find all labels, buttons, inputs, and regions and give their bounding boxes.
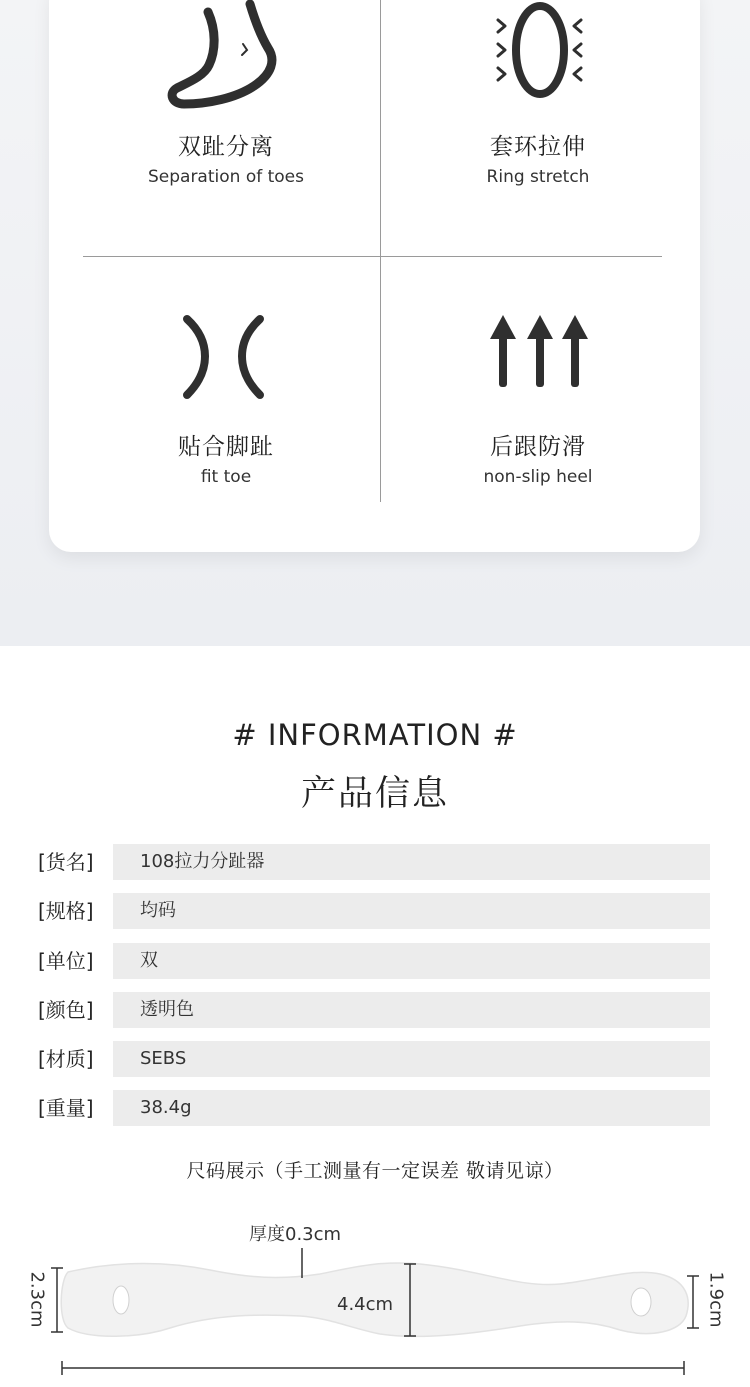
spec-row-color [38, 992, 710, 1028]
spec-value-box [113, 1041, 710, 1077]
spec-value: 透明色 [140, 999, 194, 1020]
spec-value-box [113, 992, 710, 1028]
feature-title-en: Ring stretch [486, 167, 590, 187]
feature-title-cn: 套环拉伸 [490, 134, 586, 160]
spec-value: 108拉力分趾器 [140, 851, 265, 872]
middle-width-label: 4.4cm [337, 1294, 394, 1315]
spec-label: [材质] [38, 1047, 94, 1071]
feature-title-cn: 后跟防滑 [490, 434, 586, 460]
vertical-divider [380, 0, 381, 502]
spec-row-unit [38, 943, 710, 979]
fit-curves-icon [76, 305, 376, 432]
spec-row-size [38, 893, 710, 929]
spec-row-weight [38, 1090, 710, 1126]
feature-title-en: non-slip heel [483, 467, 593, 487]
horizontal-divider [83, 256, 662, 257]
foot-icon [76, 0, 376, 132]
spec-value-box [113, 893, 710, 929]
spec-label: [规格] [38, 899, 94, 923]
size-diagram [0, 1210, 750, 1387]
size-note: 尺码展示（手工测量有一定误差 敬请见谅） [186, 1160, 564, 1182]
info-title-en: # INFORMATION # [232, 718, 518, 752]
feature-title-cn: 贴合脚趾 [178, 434, 274, 460]
spec-row-material [38, 1041, 710, 1077]
info-title-cn: 产品信息 [300, 774, 449, 814]
spec-label: [单位] [38, 949, 94, 973]
spec-value-box [113, 1090, 710, 1126]
spec-row-name [38, 844, 710, 880]
feature-fit-toe [76, 305, 376, 488]
feature-title-cn: 双趾分离 [178, 134, 274, 160]
spec-value: 38.4g [140, 1097, 192, 1118]
spec-label: [货名] [38, 850, 94, 874]
up-arrows-icon [388, 305, 688, 432]
feature-title-en: Separation of toes [147, 167, 304, 187]
thickness-label: 厚度0.3cm [249, 1224, 342, 1245]
right-height-label: 1.9cm [705, 1271, 727, 1328]
ring-stretch-icon [388, 0, 688, 132]
feature-title-en: fit toe [200, 467, 252, 487]
left-height-label: 2.3cm [26, 1271, 48, 1328]
spec-value: 双 [140, 950, 158, 971]
feature-toe-separation [76, 0, 376, 188]
feature-non-slip-heel [388, 305, 688, 488]
spec-value-box [113, 844, 710, 880]
spec-label: [颜色] [38, 998, 94, 1022]
spec-value: 均码 [140, 900, 176, 921]
spec-label: [重量] [38, 1096, 94, 1120]
spec-value: SEBS [140, 1048, 187, 1069]
spec-value-box [113, 943, 710, 979]
feature-ring-stretch [388, 0, 688, 188]
